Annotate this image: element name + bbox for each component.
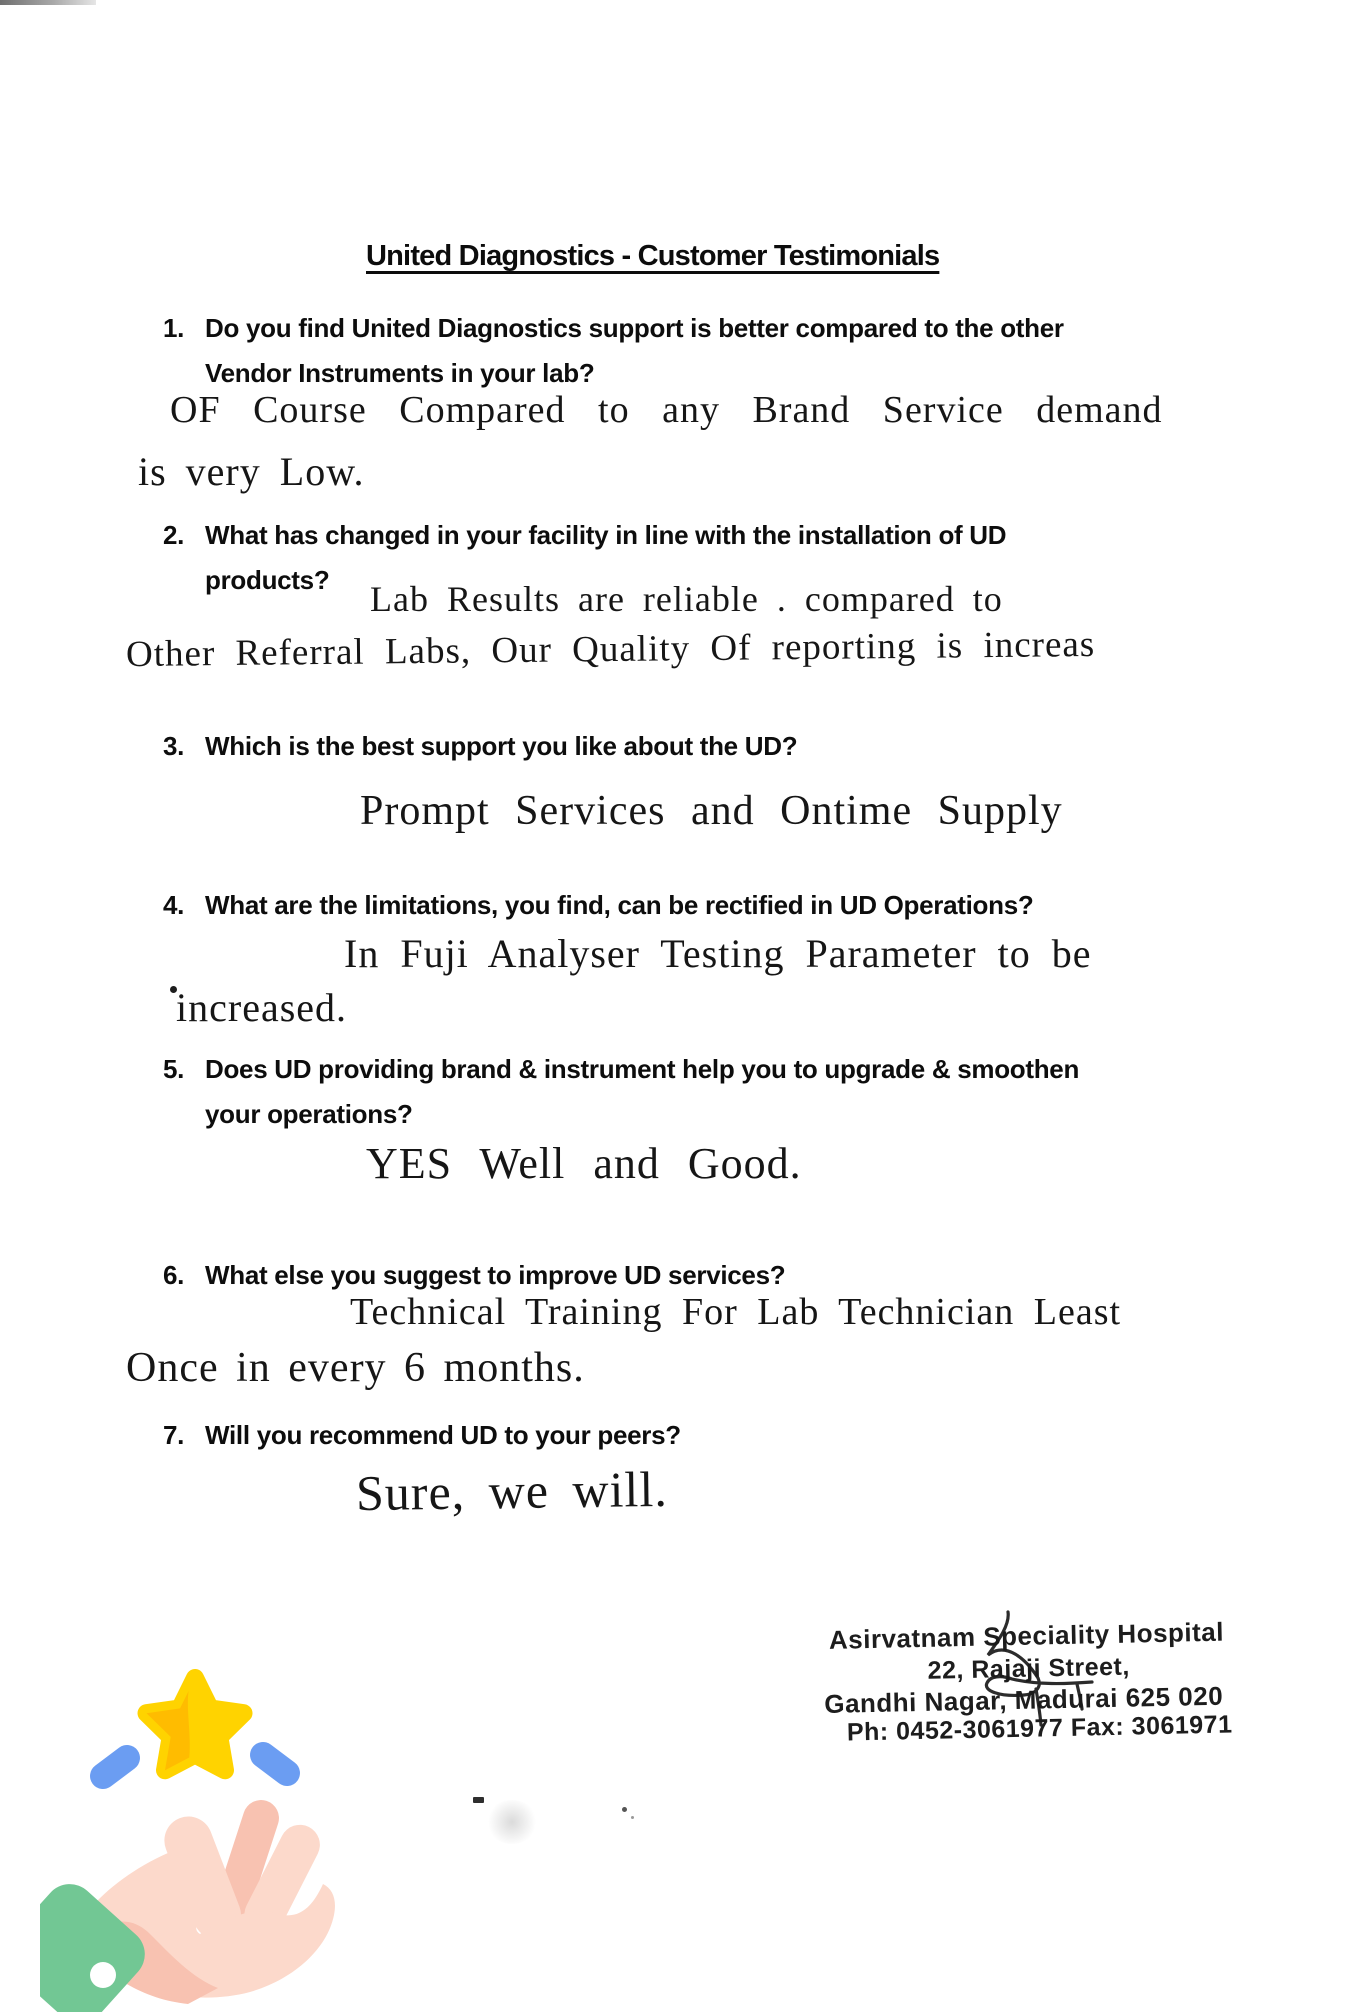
- question-5-line-2: your operations?: [205, 1099, 413, 1129]
- question-7-number: 7.: [163, 1420, 185, 1450]
- question-7-line-1: Will you recommend UD to your peers?: [205, 1420, 681, 1450]
- sparkle-dash-right-icon: [245, 1737, 305, 1791]
- stamp-city: Gandhi Nagar, Madurai 625 020: [823, 1680, 1224, 1719]
- question-6-number: 6.: [163, 1260, 185, 1290]
- question-1-line-1: Do you find United Diagnostics support is better compared to the other: [205, 313, 1064, 343]
- scan-artifact-dot-1: [622, 1807, 627, 1812]
- answer-2-line-2: Other Referral Labs, Our Quality Of reporting is increas: [125, 623, 1096, 676]
- scan-artifact-dot-2: [631, 1816, 634, 1819]
- question-3-number: 3.: [163, 731, 185, 761]
- question-5-number: 5.: [163, 1054, 185, 1084]
- hand-star-illustration: [40, 1588, 340, 2012]
- scan-artifact-smudge: [486, 1800, 538, 1844]
- stamp-phone-fax: Ph: 0452-3061977 Fax: 3061971: [846, 1710, 1233, 1747]
- stamp-street: 22, Rajaji Street,: [927, 1652, 1131, 1685]
- question-1-number: 1.: [163, 313, 185, 343]
- sparkle-dash-left-icon: [85, 1740, 145, 1794]
- question-2-number: 2.: [163, 520, 185, 550]
- answer-4-line-2: increased.: [176, 985, 348, 1030]
- answer-5-line-1: YES Well and Good.: [366, 1139, 802, 1188]
- scan-artifact-square: [473, 1797, 484, 1803]
- answer-1-line-2: is very Low.: [138, 449, 365, 494]
- document-title: United Diagnostics - Customer Testimonials: [366, 240, 940, 272]
- question-4-line-1: What are the limitations, you find, can be rectified in UD Operations?: [205, 890, 1034, 920]
- signature-stroke-tail-1: [1036, 1689, 1041, 1725]
- question-2-line-1: What has changed in your facility in line with the installation of UD: [205, 520, 1007, 550]
- sleeve-button: [90, 1962, 116, 1988]
- question-2-line-2: products?: [205, 565, 330, 595]
- scan-artifact-corner: [0, 0, 96, 5]
- answer-2-line-1: Lab Results are reliable . compared to: [370, 579, 1003, 619]
- answer-3-line-1: Prompt Services and Ontime Supply: [360, 788, 1063, 834]
- question-1-line-2: Vendor Instruments in your lab?: [205, 358, 595, 388]
- answer-6-line-2: Once in every 6 months.: [126, 1345, 585, 1391]
- signature-stroke-tail-2: [1077, 1684, 1082, 1709]
- answer-7-line-1: Sure, we will.: [355, 1460, 669, 1522]
- question-5-line-1: Does UD providing brand & instrument help you to upgrade & smoothen: [205, 1054, 1080, 1084]
- question-3-line-1: Which is the best support you like about the UD?: [205, 731, 798, 761]
- question-6-line-1: What else you suggest to improve UD services?: [205, 1260, 786, 1290]
- signature-scribble: [930, 1575, 1140, 1755]
- question-4-number: 4.: [163, 890, 185, 920]
- stamp-hospital-name: Asirvatnam Speciality Hospital: [828, 1616, 1225, 1655]
- answer-1-line-1: OF Course Compared to any Brand Service demand: [170, 389, 1163, 431]
- answer-4-line-1: In Fuji Analyser Testing Parameter to be: [344, 931, 1092, 976]
- answer-6-line-1: Technical Training For Lab Technician Least: [350, 1291, 1122, 1333]
